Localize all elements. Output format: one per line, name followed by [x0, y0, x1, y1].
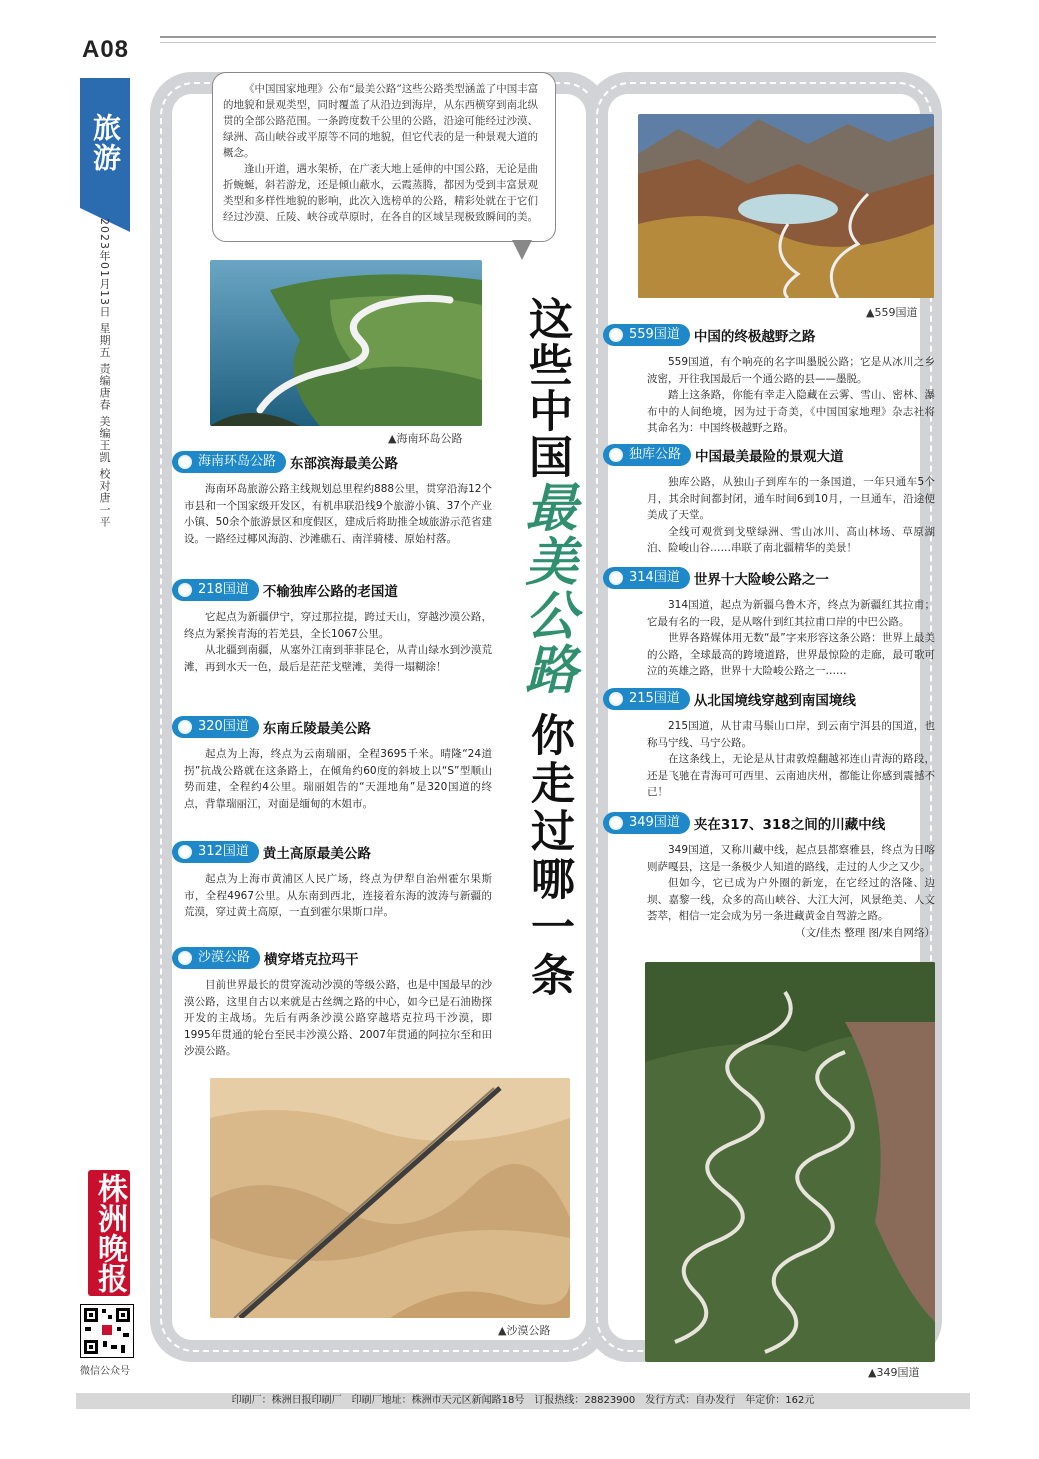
section-head: [603, 688, 935, 710]
page-number: A08: [82, 36, 130, 63]
section-tag: [172, 579, 259, 601]
credit: （文/佳杰 整理 图/来自网络）: [795, 926, 935, 939]
road-marker-icon: [178, 845, 192, 859]
section-paragraph: 世界各路媒体用无数“最”字来形容这条公路：世界上最美的公路，全球最高的跨境道路，世界最惊险的走廊，最可歌可泣的英雄之路，世界十大险峻公路之一……: [647, 632, 935, 677]
section-tag-label: 312国道: [198, 844, 249, 859]
road-marker-icon: [609, 448, 623, 462]
caption-hainan: ▲海南环岛公路: [388, 432, 463, 445]
caption-559: ▲559国道: [866, 306, 918, 319]
top-rule: [160, 36, 936, 38]
section-title: 东部滨海最美公路: [290, 456, 399, 472]
photo-559: [638, 114, 934, 298]
road-marker-icon: [609, 816, 623, 830]
caption-349: ▲349国道: [868, 1366, 920, 1379]
section-tag-label: 218国道: [198, 582, 249, 597]
section-tag-label: 320国道: [198, 719, 249, 734]
section-head: [603, 444, 935, 466]
section-tag: [172, 841, 259, 863]
section-title: 横穿塔克拉玛干: [264, 952, 359, 968]
section-body: [647, 597, 935, 680]
road-marker-icon: [609, 692, 623, 706]
section-paragraph: 从北疆到南疆，从塞外江南到菲菲昆仑，从青山绿水到沙漠荒滩，再到水天一色，最后是茫茫戈壁滩，美得一塌糊涂！: [184, 644, 492, 673]
section-paragraph: 它起点为新疆伊宁，穿过那拉提，跨过天山，穿越沙漠公路，终点为紧挨青海的若羌县，全长1067公里。: [184, 611, 492, 640]
section-paragraph: 独库公路，从独山子到库车的一条国道，一年只通车5个月，其余时间都封闭，通车时间6到10月，一旦通车，沿途便美成了天堂。: [647, 476, 935, 521]
section-tab: 旅游: [80, 78, 130, 208]
headline-part2: 你走过哪一条: [523, 712, 574, 1000]
road-marker-icon: [178, 455, 192, 469]
section-paragraph: 起点为上海市黄浦区人民广场，终点为伊犁自治州霍尔果斯市，全程4967公里。从东南到西北，连接着东海的波涛与新疆的荒漠，穿过黄土高原，一直到霍尔果斯口岸。: [184, 873, 492, 918]
dateline: 2023年01月13日 星期五 责编唐春 美编王凯 校对唐一平: [98, 218, 111, 528]
section-paragraph: 海南环岛旅游公路主线规划总里程约888公里，贯穿沿海12个市县和一个国家级开发区，有机串联沿线9个旅游小镇、37个产业小镇、50余个旅游景区和度假区，建成后将助推全域旅游示范省建设。一路经过椰风海韵、沙滩礁石、南洋骑楼、原始村落。: [184, 483, 492, 545]
section-215: [603, 688, 935, 801]
section-paragraph: 314国道，起点为新疆乌鲁木齐，终点为新疆红其拉甫；它最有名的一段，是从喀什到红其拉甫口岸的中巴公路。: [647, 599, 935, 628]
section-head: [603, 324, 935, 346]
section-320: [172, 716, 492, 812]
headline: [516, 296, 576, 696]
section-title: 东南丘陵最美公路: [262, 721, 371, 737]
section-tag-label: 海南环岛公路: [198, 454, 277, 469]
section-title: 中国最美最险的景观大道: [695, 449, 844, 465]
intro-bubble-tail: [512, 240, 532, 260]
section-tag-label: 349国道: [629, 815, 680, 830]
section-body: [647, 474, 935, 557]
section-tag: [172, 947, 260, 969]
headline-part1: 这些中国: [521, 296, 572, 480]
section-349: [603, 812, 935, 941]
section-head: [172, 841, 492, 863]
section-body: [184, 481, 492, 547]
section-559: [603, 324, 935, 437]
section-head: [603, 567, 935, 589]
section-tag: [172, 716, 259, 738]
intro-box: [212, 72, 556, 242]
caption-desert: ▲沙漠公路: [498, 1324, 551, 1337]
qr-label: 微信公众号: [80, 1366, 130, 1377]
section-body: [647, 354, 935, 437]
section-tag-label: 沙漠公路: [198, 950, 251, 965]
photo-desert-road: [210, 1078, 570, 1318]
section-body: [184, 977, 492, 1060]
section-tag-label: 314国道: [629, 570, 680, 585]
section-body: [647, 842, 935, 941]
intro-paragraph: 逢山开道，遇水架桥，在广袤大地上延伸的中国公路，无论是曲折蜿蜒，斜若游龙，还是倾山蔽水，云霞蒸腾，都因为受到丰富景观类型和多样性地貌的影响，此次入选榜单的公路，精彩处就在于它们经过沙漠、丘陵、峡谷或草原时，在各自的区域呈现极致瞬间的美。: [223, 163, 538, 223]
section-paragraph: 但如今，它已成为户外圈的新宠，在它经过的洛隆、边坝、嘉黎一线，众多的高山峡谷、大江大河，风景绝美、人文荟萃，相信一定会成为另一条进藏黄金自驾游之路。: [647, 877, 935, 922]
section-tag: [603, 812, 690, 834]
section-duku: [603, 444, 935, 557]
section-tag: [172, 451, 286, 473]
section-head: [172, 947, 492, 969]
section-paragraph: 踏上这条路，你能有幸走入隐藏在云雾、雪山、密林、瀑布中的人间绝境，因为过于奇美，《中国国家地理》杂志社将其命名为：中国终极越野之路。: [647, 389, 935, 434]
section-paragraph: 349国道，又称川藏中线，起点县都察雅县，终点为日喀则萨嘎县，这是一条极少人知道的路线，走过的人少之又少。: [647, 844, 935, 873]
section-head: [603, 812, 935, 834]
photo-349: [645, 962, 935, 1362]
section-paragraph: 在这条线上，无论是从甘肃敦煌翻越祁连山青海的路段，还是飞驰在青海可可西里、云南迪庆州，都能让你感到震撼不已！: [647, 753, 935, 798]
section-title: 不输独库公路的老国道: [262, 584, 398, 600]
section-tag-label: 215国道: [629, 691, 680, 706]
road-marker-icon: [178, 583, 192, 597]
section-head: [172, 716, 492, 738]
section-title: 夹在317、318之间的川藏中线: [693, 817, 886, 833]
road-marker-icon: [178, 951, 192, 965]
section-head: [172, 579, 492, 601]
section-hainan: [172, 451, 492, 547]
newspaper-logo: 株洲晚报: [88, 1170, 130, 1296]
section-title: 中国的终极越野之路: [693, 329, 816, 345]
section-218: [172, 579, 492, 675]
section-tag: [603, 567, 690, 589]
section-paragraph: 目前世界最长的贯穿流动沙漠的等级公路，也是中国最早的沙漠公路，这里自古以来就是古丝绸之路的中心，如今已是石油勘探开发的主战场。先后有两条沙漠公路穿越塔克拉玛干沙漠，即1995年贯通的轮台至民丰沙漠公路、2007年贯通的阿拉尔至和田沙漠公路。: [184, 979, 492, 1057]
section-paragraph: 起点为上海，终点为云南瑞丽，全程3695千米。晴隆“24道拐”抗战公路就在这条路上，在倾角约60度的斜坡上以“S”型顺山势而建，全程约4公里。瑞丽姐告的“天涯地角”是320国道的终点，背靠瑞丽江，对面是缅甸的木姐市。: [184, 748, 492, 810]
section-paragraph: 全线可观赏到戈壁绿洲、雪山冰川、高山林场、草原湖泊、险峻山谷……串联了南北疆精华的美景！: [647, 525, 935, 554]
section-title: 从北国境线穿越到南国境线: [693, 693, 856, 709]
qr-code-icon: [80, 1304, 134, 1358]
section-312: [172, 841, 492, 921]
intro-paragraph: 《中国国家地理》公布“最美公路”这些公路类型涵盖了中国丰富的地貌和景观类型，同时覆盖了从沿边到海岸，从东西横穿到南北纵贯的全部公路范围。一条跨度数千公里的公路，沿途可能经过沙漠、绿洲、高山峡谷或平原等不同的地貌，但它代表的是一种景观大道的概念。: [223, 83, 539, 159]
photo-hainan-coastal-road: [210, 260, 482, 426]
headline-highlight: 最美公路: [516, 480, 576, 696]
section-paragraph: 215国道，从甘肃马鬃山口岸，到云南宁洱县的国道，也称马宁线、马宁公路。: [647, 720, 935, 749]
section-desert: [172, 947, 492, 1060]
footer-imprint: 印刷厂：株洲日报印刷厂 印刷厂地址：株洲市天元区新闻路18号 订报热线：28823900 发行方式：自办发行 年定价：162元: [76, 1393, 970, 1409]
section-tag: [603, 688, 690, 710]
section-tag-label: 独库公路: [629, 447, 682, 462]
section-title: 世界十大险峻公路之一: [693, 572, 829, 588]
section-body: [184, 609, 492, 675]
section-head: [172, 451, 492, 473]
road-marker-icon: [178, 720, 192, 734]
section-tag: [603, 324, 690, 346]
section-paragraph: 559国道，有个响亮的名字叫墨脱公路；它是从冰川之乡波密，开往我国最后一个通公路的县——墨脱。: [647, 356, 935, 385]
road-marker-icon: [609, 328, 623, 342]
section-body: [184, 746, 492, 812]
section-tag-label: 559国道: [629, 327, 680, 342]
top-rule-thin: [160, 42, 936, 43]
section-body: [647, 718, 935, 801]
section-tag: [603, 444, 691, 466]
section-title: 黄土高原最美公路: [262, 846, 371, 862]
section-314: [603, 567, 935, 680]
road-marker-icon: [609, 571, 623, 585]
section-body: [184, 871, 492, 921]
